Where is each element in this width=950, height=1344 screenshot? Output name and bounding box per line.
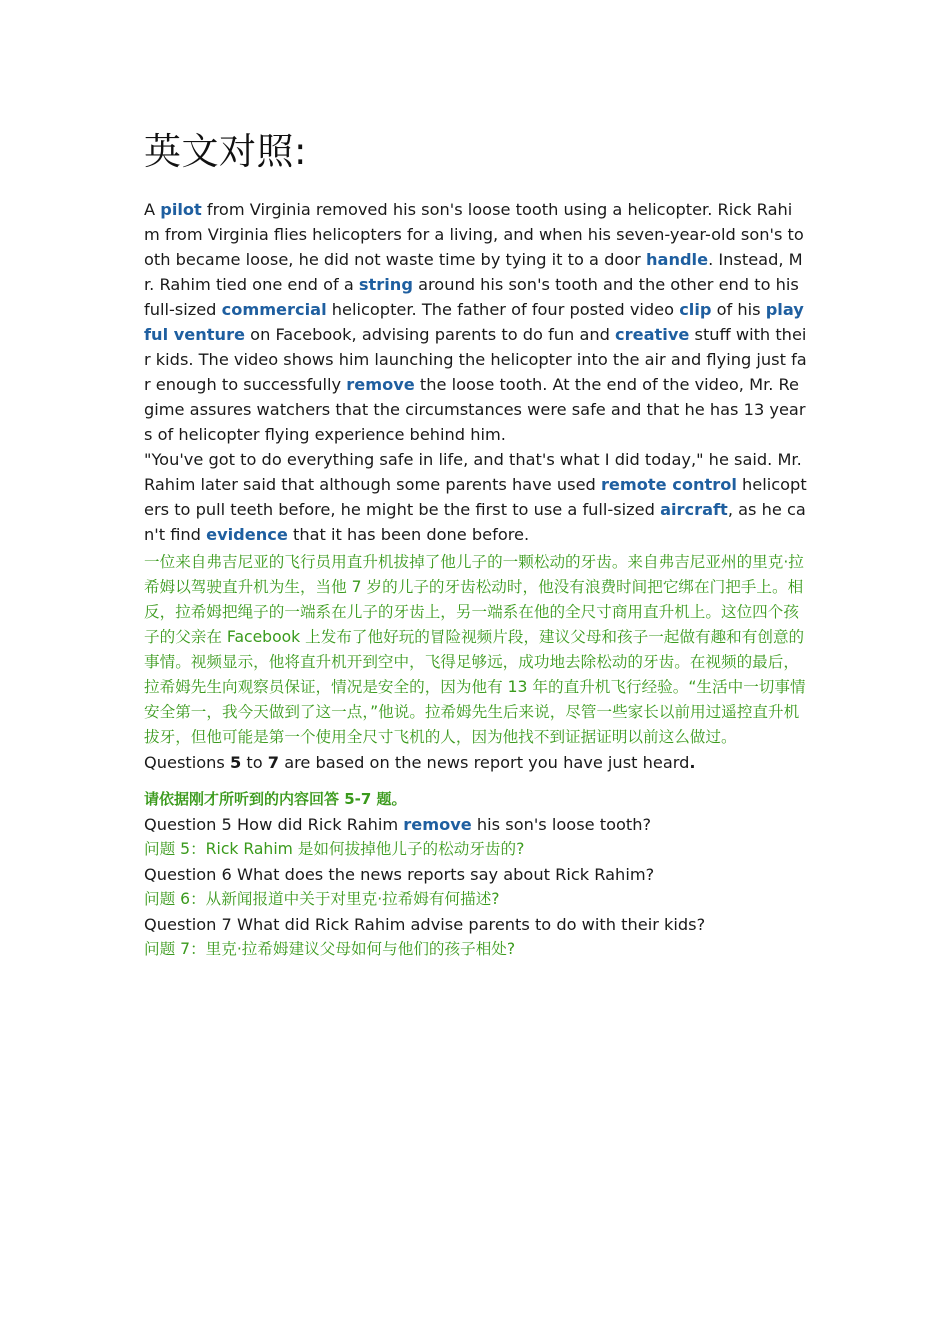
keyword: commercial: [221, 300, 327, 319]
passage-text: , as he can't find: [144, 500, 806, 544]
keyword: string: [358, 275, 413, 294]
keyword: pilot: [160, 200, 202, 219]
question-text: his son's loose tooth?: [471, 815, 652, 834]
passage-paragraph-2: [144, 447, 808, 547]
passage-text: helicopter. The father of four posted video: [326, 300, 680, 319]
document-content: [144, 197, 808, 962]
questions-intro: [144, 750, 808, 775]
keyword: creative: [615, 325, 690, 344]
passage-text: "You've got to do everything safe in life, and that's what I did today," he said. Mr. Rahim later said that although some parents have used: [144, 450, 802, 494]
question-7: Question 7 What did Rick Rahim advise parents to do with their kids?: [144, 915, 706, 934]
passage-text: on Facebook, advising parents to do fun and: [245, 325, 616, 344]
passage-text: stuff with their kids. The video shows him launching the helicopter into the air and flying just far enough to successfully: [144, 325, 807, 394]
chinese-instruction: 请依据刚才所听到的内容回答 5-7 题。: [144, 790, 407, 808]
passage-text: . Instead, Mr. Rahim tied one end of a: [144, 250, 803, 294]
question-5-chinese: 问题 5：Rick Rahim 是如何拔掉他儿子的松动牙齿的?: [144, 840, 525, 858]
page-title: 英文对照:: [144, 130, 307, 173]
keyword: remove: [403, 815, 472, 834]
passage-text: that it has been done before.: [287, 525, 530, 544]
passage-text: helicopters to pull teeth before, he might be the first to use a full-sized: [144, 475, 807, 519]
keyword: remote control: [600, 475, 737, 494]
question-5: [144, 812, 808, 837]
keyword: clip: [679, 300, 712, 319]
question-6: Question 6 What does the news reports say about Rick Rahim?: [144, 865, 655, 884]
keyword: aircraft: [660, 500, 728, 519]
keyword: evidence: [206, 525, 288, 544]
intro-text: Questions: [144, 753, 230, 772]
passage-text: around his son's tooth and the other end to his full-sized: [144, 275, 799, 319]
passage-text: from Virginia removed his son's loose tooth using a helicopter. Rick Rahim from Virginia flies helicopters for a living, and when his seven-year-old son's tooth became loose, he did not waste time by tying it to a door: [144, 200, 804, 269]
intro-text: are based on the news report you have just heard: [279, 753, 690, 772]
passage-paragraph-1: [144, 197, 808, 447]
question-6-chinese: 问题 6：从新闻报道中关于对里克·拉希姆有何描述?: [144, 890, 500, 908]
keyword: remove: [346, 375, 415, 394]
intro-period: .: [689, 753, 696, 772]
keyword: handle: [646, 250, 709, 269]
passage-text: A: [144, 200, 161, 219]
chinese-translation: 一位来自弗吉尼亚的飞行员用直升机拔掉了他儿子的一颗松动的牙齿。来自弗吉尼亚州的里克·拉希姆以驾驶直升机为生，当他 7 岁的儿子的牙齿松动时，他没有浪费时间把它绑在门把手上。相反，拉希姆把绳子的一端系在儿子的牙齿上，另一端系在他的全尺寸商用直升机上。这位四个孩子的父亲在 Facebook 上发布了他好玩的冒险视频片段，建议父母和孩子一起做有趣和有创意的事情。视频显示，他将直升机开到空中，飞得足够远，成功地去除松动的牙齿。在视频的最后，拉希姆先生向观察员保证，情况是安全的，因为他有 13 年的直升机飞行经验。“生活中一切事情安全第一，我今天做到了这一点，”他说。拉希姆先生后来说，尽管一些家长以前用过遥控直升机拔牙，但他可能是第一个使用全尺寸飞机的人，因为他找不到证据证明以前这么做过。: [144, 553, 806, 746]
question-text: Question 5 How did Rick Rahim: [144, 815, 404, 834]
keyword: playful venture: [144, 300, 804, 344]
question-7-chinese: 问题 7：里克·拉希姆建议父母如何与他们的孩子相处?: [144, 940, 516, 958]
passage-text: of his: [711, 300, 766, 319]
question-number: 5: [229, 753, 242, 772]
question-number: 7: [267, 753, 280, 772]
passage-text: the loose tooth. At the end of the video, Mr. Regime assures watchers that the circumstances were safe and that he has 13 years of helicopter flying experience behind him.: [144, 375, 806, 444]
intro-text: to: [241, 753, 268, 772]
